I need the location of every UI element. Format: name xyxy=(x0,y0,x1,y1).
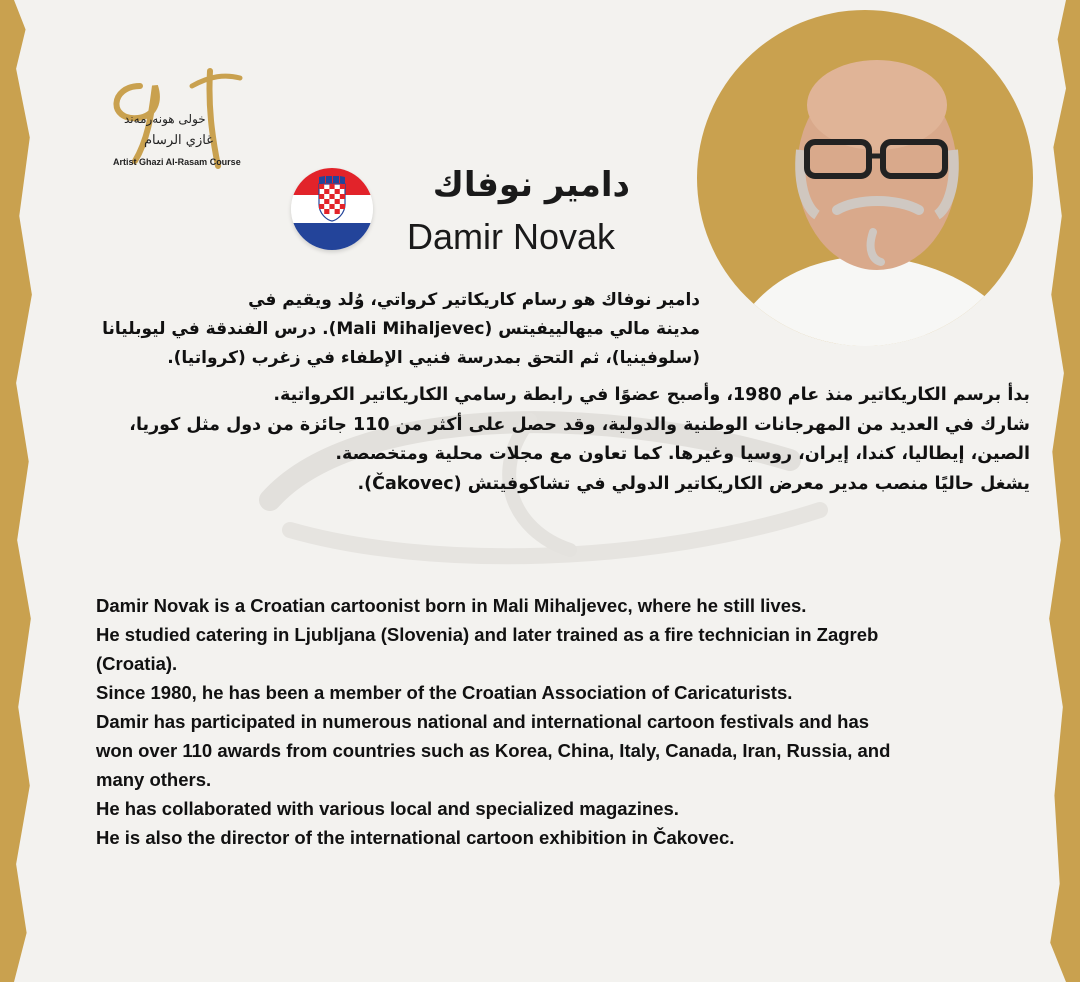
artist-portrait xyxy=(697,10,1033,346)
croatia-flag-icon xyxy=(291,168,373,250)
logo-text-kurdish: خولى هونەرمەند xyxy=(124,112,206,126)
bio-english-line: He studied catering in Ljubljana (Slovenia) and later trained as a fire technician in Zagreb xyxy=(96,624,879,645)
bio-english-line: He is also the director of the international cartoon exhibition in Čakovec. xyxy=(96,827,735,848)
bio-english-line: Damir Novak is a Croatian cartoonist born in Mali Mihaljevec, where he still lives. xyxy=(96,595,807,616)
bio-arabic-career xyxy=(129,381,1030,499)
bio-arabic-line: شارك في العديد من المهرجانات الوطنية والدولية، وقد حصل على أكثر من 110 جائزة من دول مثل كوريا، xyxy=(129,414,1030,435)
bio-english-line: won over 110 awards from countries such as Korea, China, Italy, Canada, Iran, Russia, and xyxy=(96,740,891,761)
bio-arabic-line: مدينة مالي ميهالييفيتس (Mali Mihaljevec). درس الفندقة في ليوبليانا xyxy=(102,319,700,339)
artist-name-english: Damir Novak xyxy=(407,216,616,257)
bio-english xyxy=(96,591,1006,852)
bio-english-line: He has collaborated with various local and specialized magazines. xyxy=(96,798,679,819)
coat-of-arms-icon xyxy=(317,176,347,222)
artist-name-arabic: دامير نوفاك xyxy=(432,165,630,205)
bio-arabic-line: (سلوفينيا)، ثم التحق بمدرسة فنيي الإطفاء في زغرب (كرواتيا). xyxy=(167,348,700,368)
bio-english-line: many others. xyxy=(96,769,212,790)
bio-arabic-line: الصين، إيطاليا، كندا، إيران، روسيا وغيرها. كما تعاون مع مجلات محلية ومتخصصة. xyxy=(335,444,1030,464)
bio-arabic-line: يشغل حاليًا منصب مدير معرض الكاريكاتير الدولي في تشاكوفيتش (Čakovec). xyxy=(357,473,1030,494)
bio-english-line: Damir has participated in numerous national and international cartoon festivals and has xyxy=(96,711,870,732)
bio-arabic-line: بدأ برسم الكاريكاتير منذ عام 1980، وأصبح عضوًا في رابطة رسامي الكاريكاتير الكرواتية. xyxy=(273,385,1030,405)
bio-english-line: Since 1980, he has been a member of the Croatian Association of Caricaturists. xyxy=(96,682,793,703)
bio-english-line: (Croatia). xyxy=(96,653,178,674)
logo-text-arabic: غازي الرسام xyxy=(144,133,213,148)
logo-text-english: Artist Ghazi Al-Rasam Course xyxy=(113,157,241,167)
bio-arabic-intro xyxy=(102,286,700,373)
bio-arabic-line: دامير نوفاك هو رسام كاريكاتير كرواتي، وُلد ويقيم في xyxy=(248,290,700,310)
